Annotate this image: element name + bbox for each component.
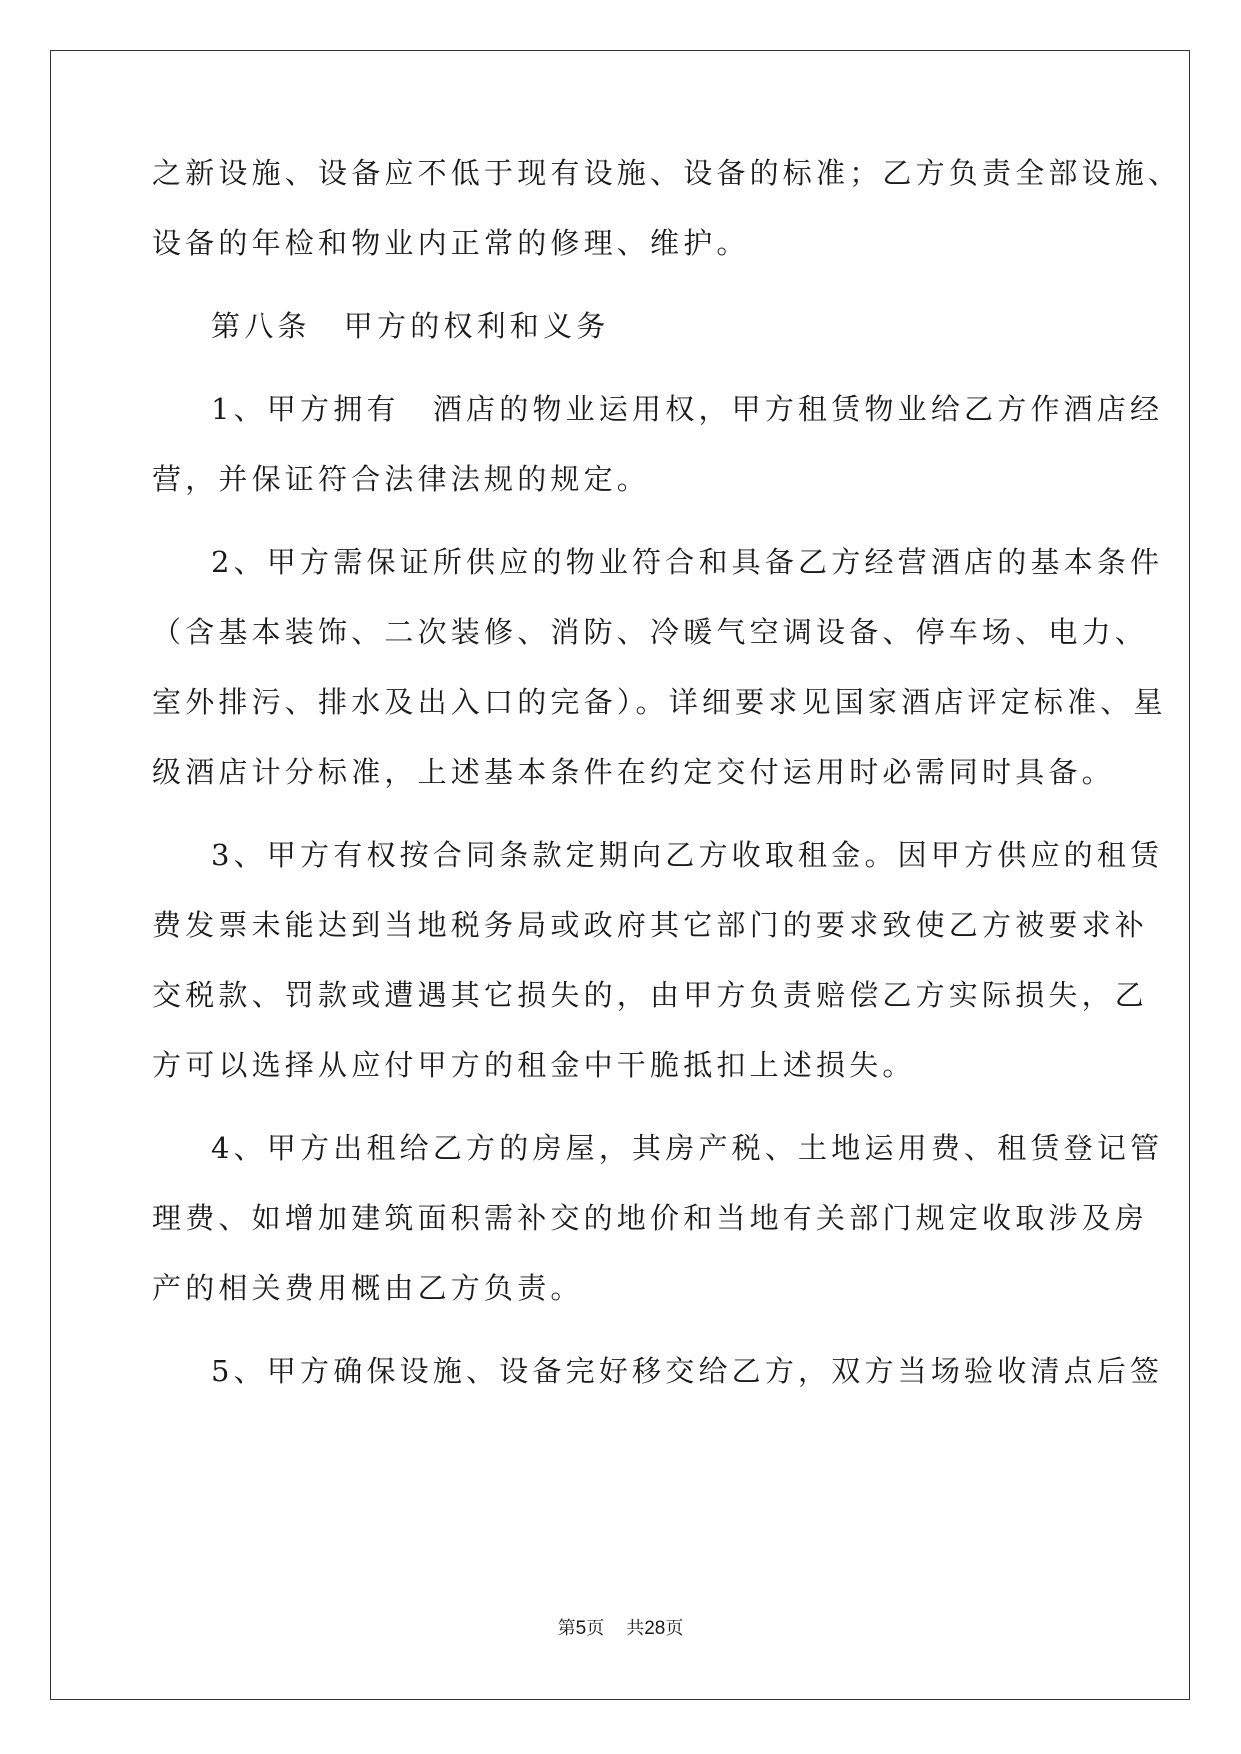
paragraph-line: 3、甲方有权按合同条款定期向乙方收取租金。因甲方供应的租赁 <box>211 838 1164 872</box>
total-prefix: 共 <box>626 1618 645 1638</box>
page-footer <box>0 1616 1241 1641</box>
page-border <box>50 50 1190 1700</box>
total-page-count: 28 <box>644 1618 666 1639</box>
paragraph-line: 设备的年检和物业内正常的修理、维护。 <box>152 226 750 260</box>
paragraph-line: 5、甲方确保设施、设备完好移交给乙方，双方当场验收清点后签 <box>211 1354 1164 1388</box>
page-suffix: 页 <box>586 1618 605 1638</box>
paragraph-line: 4、甲方出租给乙方的房屋，其房产税、土地运用费、租赁登记管 <box>211 1131 1164 1165</box>
paragraph-line: （含基本装饰、二次装修、消防、冷暖气空调设备、停车场、电力、 <box>152 615 1149 649</box>
paragraph-line: 费发票未能达到当地税务局或政府其它部门的要求致使乙方被要求补 <box>152 908 1149 942</box>
paragraph-line: 营，并保证符合法律法规的规定。 <box>152 462 651 496</box>
paragraph-line: 理费、如增加建筑面积需补交的地价和当地有关部门规定收取涉及房 <box>152 1201 1149 1235</box>
paragraph-line: 室外排污、排水及出入口的完备）。详细要求见国家酒店评定标准、星 <box>152 685 1167 719</box>
paragraph-line: 1、甲方拥有 酒店的物业运用权，甲方租赁物业给乙方作酒店经 <box>211 392 1164 426</box>
paragraph-line: 2、甲方需保证所供应的物业符合和具备乙方经营酒店的基本条件 <box>211 545 1164 579</box>
total-suffix: 页 <box>665 1618 684 1638</box>
paragraph-line: 之新设施、设备应不低于现有设施、设备的标准；乙方负责全部设施、 <box>152 156 1182 190</box>
paragraph-line: 产的相关费用概由乙方负责。 <box>152 1271 584 1305</box>
paragraph-line: 交税款、罚款或遭遇其它损失的，由甲方负责赔偿乙方实际损失，乙 <box>152 978 1149 1012</box>
paragraph-line: 级酒店计分标准，上述基本条件在约定交付运用时必需同时具备。 <box>152 755 1115 789</box>
paragraph-line: 方可以选择从应付甲方的租金中干脆抵扣上述损失。 <box>152 1048 916 1082</box>
page-prefix: 第 <box>557 1618 576 1638</box>
section-heading: 第八条 甲方的权利和义务 <box>211 309 610 343</box>
current-page-number: 5 <box>575 1618 587 1639</box>
